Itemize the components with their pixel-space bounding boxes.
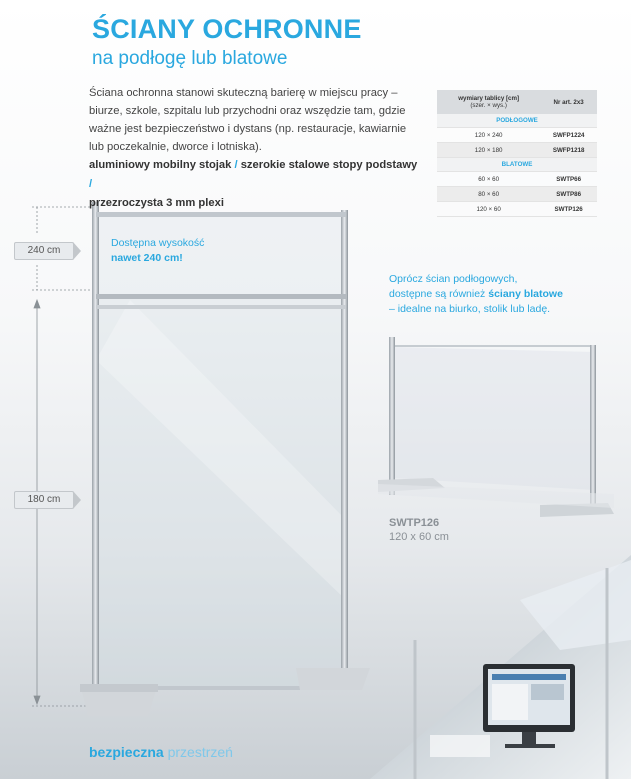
table-row: 120 × 60 SWTP126 (437, 202, 597, 217)
spec-header-article: Nr art. 2x3 (540, 90, 597, 114)
table-row: 120 × 240 SWFP1224 (437, 128, 597, 143)
feature-feet: szerokie stalowe stopy podstawy (240, 159, 418, 171)
feature-stand: aluminiowy mobilny stojak (89, 159, 232, 171)
feature-list (89, 156, 419, 213)
feature-plexi: przezroczysta 3 mm plexi (89, 197, 224, 209)
desk-screen-illustration (378, 337, 614, 517)
table-row: 60 × 60 SWTP66 (437, 172, 597, 187)
feature-separator: / (231, 159, 241, 171)
spec-category-floor: PODŁOGOWE (437, 114, 597, 128)
table-row: 120 × 180 SWFP1218 (437, 143, 597, 158)
spec-category-desk: BLATOWE (437, 158, 597, 172)
table-row: 80 × 60 SWTP86 (437, 187, 597, 202)
floor-screen-illustration (80, 202, 370, 716)
feature-separator: / (89, 178, 93, 190)
dimension-label-240: 240 cm (14, 242, 74, 260)
office-photo (370, 555, 631, 779)
availability-note: Dostępna wysokość nawet 240 cm! (111, 237, 205, 264)
product-size: 120 x 60 cm (389, 531, 449, 543)
spec-header-dimensions: wymiary tablicy [cm] (szer. × wys.) (437, 90, 540, 114)
page-subtitle: na podłogę lub blatowe (92, 48, 288, 69)
product-model: SWTP126 (389, 517, 440, 529)
page-title: ŚCIANY OCHRONNE (92, 14, 362, 44)
dimension-guides (32, 207, 92, 706)
description: Ściana ochronna stanowi skuteczną barierę w miejscu pracy – biurze, szkole, szpitalu lub przychodni oraz wszędzie tam, gdzie ważne jest bezpieczeństwo i dystans (np. restauracje, kawiarnie lub poczekalnie, dworce i lotniska). (89, 87, 407, 153)
desk-screen-note: Oprócz ścian podłogowych, dostępne są również ściany blatowe – idealne na biurko, stolik lub ladę. (389, 273, 563, 315)
spec-table (437, 90, 597, 217)
tagline: bezpieczna przestrzeń (89, 744, 233, 760)
dimension-label-180: 180 cm (14, 491, 74, 509)
